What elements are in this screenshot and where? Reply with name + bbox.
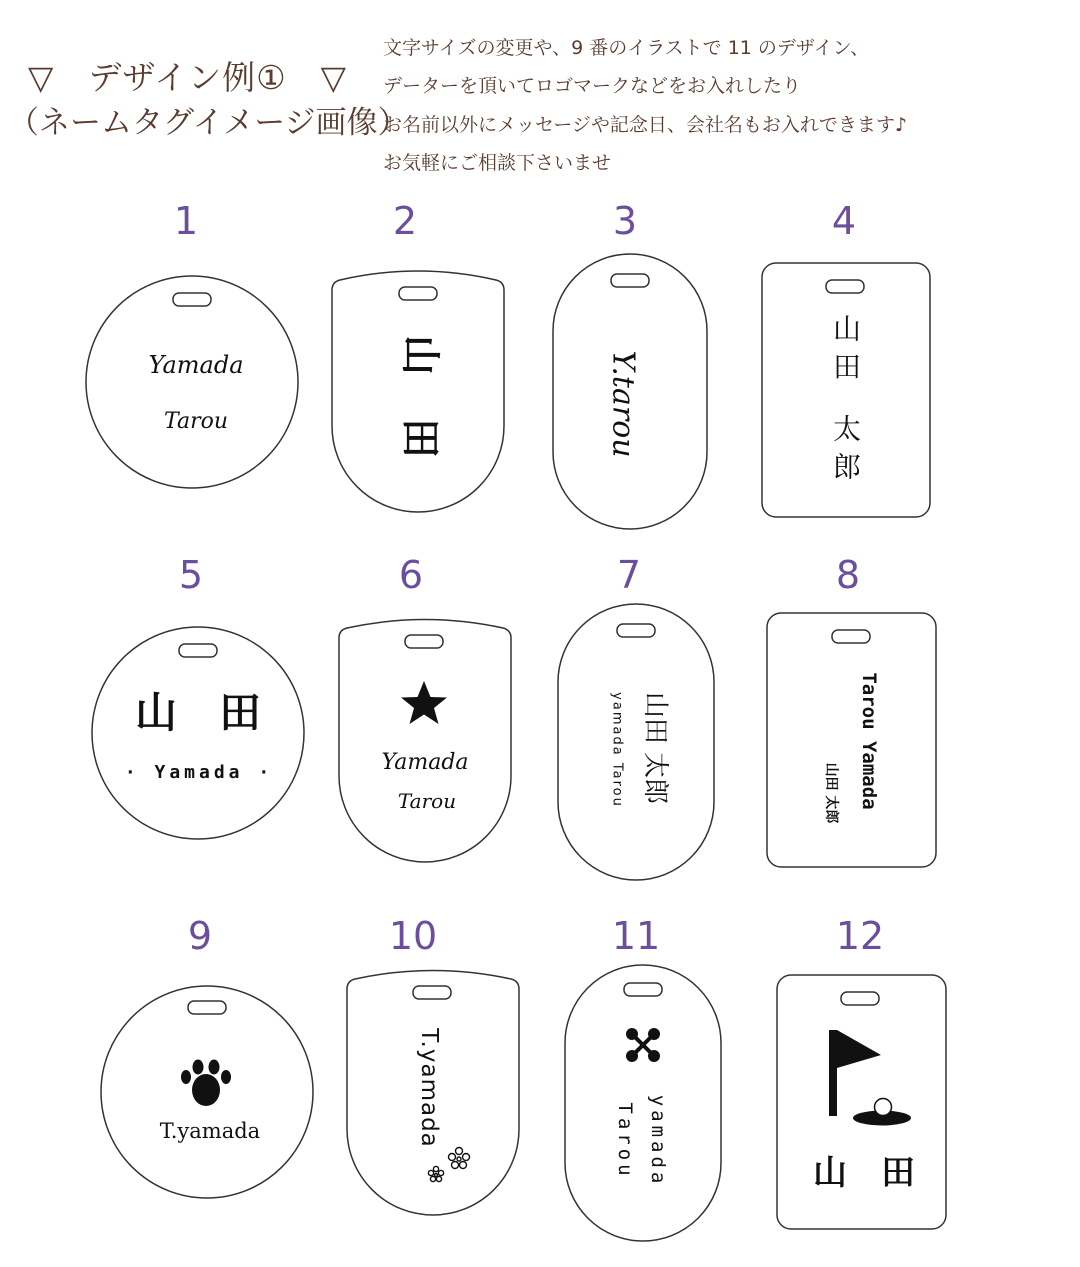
tag-line-1: yamada: [647, 1094, 669, 1188]
tag-number: 9: [187, 914, 213, 958]
tag-hole: [399, 287, 437, 300]
tag-number: 4: [831, 199, 857, 243]
tag-9: [101, 914, 313, 1198]
tag-10: [347, 914, 519, 1215]
tag-line-1: 山: [832, 312, 862, 346]
tag-2: [332, 199, 504, 512]
description-line-3: お名前以外にメッセージや記念日、会社名もお入れできます♪: [383, 114, 907, 136]
tag-line-2: 田: [397, 418, 443, 458]
description-line-2: データーを頂いてロゴマークなどをお入れしたり: [383, 75, 802, 97]
tag-8: [767, 553, 936, 867]
tag-number: 12: [835, 914, 885, 958]
tag-outline: [339, 620, 511, 863]
tag-12: [777, 914, 946, 1229]
tag-6: [339, 553, 511, 862]
tag-hole: [173, 293, 211, 306]
tag-number: 2: [392, 199, 418, 243]
tag-hole: [841, 992, 879, 1005]
description-line-1: 文字サイズの変更や、9 番のイラストで 11 のデザイン、: [383, 37, 870, 59]
tag-outline: [332, 271, 504, 512]
tag-outline: [558, 604, 714, 880]
tag-line-2: Tarou: [163, 409, 229, 434]
tag-outline: [767, 613, 936, 867]
tag-hole: [624, 983, 662, 996]
tag-number: 8: [835, 553, 861, 597]
tag-hole: [405, 635, 443, 648]
tag-hole: [832, 630, 870, 643]
tag-number: 7: [616, 553, 642, 597]
tag-line-2: · Yamada ·: [124, 762, 274, 783]
tag-hole: [617, 624, 655, 637]
tag-number: 5: [178, 553, 204, 597]
tag-line-2: yamada Tarou: [609, 692, 625, 808]
tag-11: [565, 914, 721, 1241]
tag-line-1: Yamada: [381, 750, 469, 775]
tag-line-1: T.yamada: [159, 1119, 261, 1143]
tag-hole: [188, 1001, 226, 1014]
tag-number: 11: [611, 914, 661, 958]
tag-line-1: T.yamada: [416, 1028, 442, 1148]
tag-line-1: Tarou Yamada: [858, 672, 880, 810]
page-title: ▽ デザイン例① ▽: [28, 58, 348, 97]
tag-3: [553, 199, 707, 529]
tag-outline: [86, 276, 298, 488]
tag-line-2: Tarou: [397, 789, 457, 813]
tag-4: [762, 199, 930, 517]
tag-line-3: 太: [832, 412, 862, 446]
page-subtitle: （ネームタグイメージ画像）: [8, 105, 409, 141]
tag-7: [558, 553, 714, 880]
tag-1: [86, 199, 298, 488]
tag-line-1: 山 田: [134, 688, 262, 737]
tag-line-1: Yamada: [148, 351, 244, 379]
tag-number: 3: [612, 199, 638, 243]
tag-number: 10: [388, 914, 438, 958]
tag-line-1: Y.tarou: [605, 350, 641, 458]
tag-outline: [565, 965, 721, 1241]
tag-5: [92, 553, 304, 839]
tag-hole: [413, 986, 451, 999]
tag-line-2: Tarou: [614, 1102, 636, 1180]
tag-number: 1: [173, 199, 199, 243]
tag-line-1: 山 田: [813, 1153, 915, 1193]
tag-line-1: 山: [397, 335, 443, 375]
tag-line-1: 山田 太郎: [640, 691, 670, 805]
tag-hole: [179, 644, 217, 657]
description-line-4: お気軽にご相談下さいませ: [383, 152, 612, 174]
tag-hole: [611, 274, 649, 287]
tag-line-2: 田: [832, 350, 862, 384]
tag-line-4: 郎: [832, 450, 862, 484]
tag-line-2: 山田 太郎: [823, 762, 839, 824]
tag-number: 6: [398, 553, 424, 597]
tag-hole: [826, 280, 864, 293]
